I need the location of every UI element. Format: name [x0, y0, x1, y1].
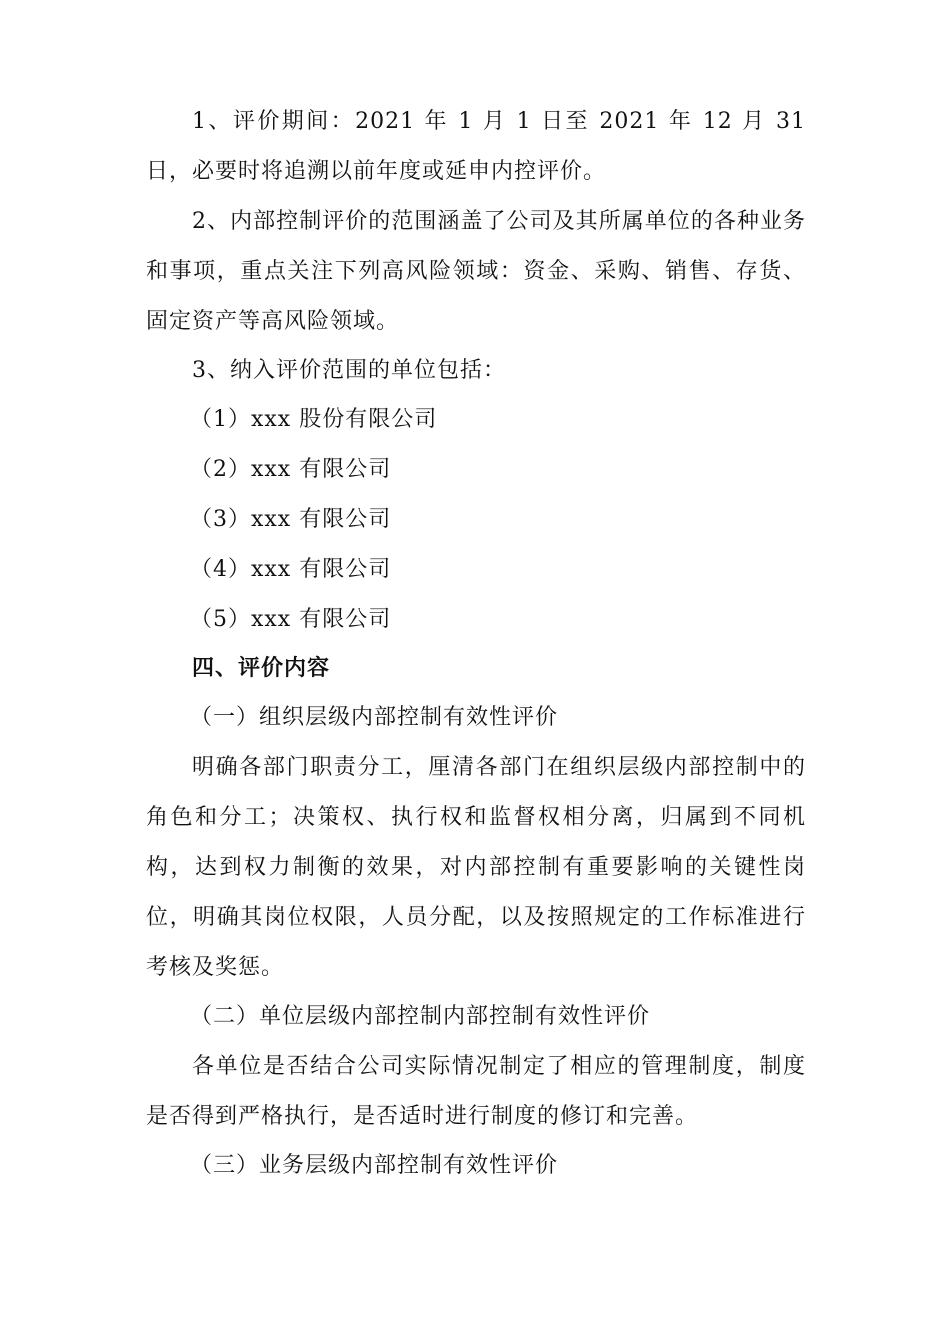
unit-list-item: （4）xxx 有限公司 [190, 557, 392, 582]
subsection-heading-unit-level: （二）单位层级内部控制内部控制有效性评价 [190, 1004, 651, 1029]
section-heading-evaluation-content: 四、评价内容 [192, 655, 331, 681]
paragraph-evaluation-scope: 2、内部控制评价的范围涵盖了公司及其所属单位的各种业务和事项，重点关注下列高风险领域：资金、采购、销售、存货、固定资产等高风险领域。 [146, 209, 806, 334]
unit-list-item: （2）xxx 有限公司 [190, 457, 392, 482]
unit-list-item: （5）xxx 有限公司 [190, 607, 392, 632]
unit-list-item: （1）xxx 股份有限公司 [190, 407, 438, 432]
subsection-heading-organization-level: （一）组织层级内部控制有效性评价 [190, 705, 559, 730]
paragraph-units-intro: 3、纳入评价范围的单位包括： [192, 358, 506, 383]
unit-list-item: （3）xxx 有限公司 [190, 507, 392, 532]
subsection-heading-business-level: （三）业务层级内部控制有效性评价 [190, 1153, 559, 1178]
paragraph-evaluation-period: 1、评价期间：2021 年 1 月 1 日至 2021 年 12 月 31 日，必要时将追溯以前年度或延申内控评价。 [146, 109, 806, 184]
paragraph-organization-level: 明确各部门职责分工，厘清各部门在组织层级内部控制中的角色和分工；决策权、执行权和监督权相分离，归属到不同机构，达到权力制衡的效果，对内部控制有重要影响的关键性岗位，明确其岗位权限，人员分配，以及按照规定的工作标准进行考核及奖惩。 [146, 755, 806, 980]
paragraph-unit-level: 各单位是否结合公司实际情况制定了相应的管理制度，制度是否得到严格执行，是否适时进行制度的修订和完善。 [146, 1054, 806, 1129]
